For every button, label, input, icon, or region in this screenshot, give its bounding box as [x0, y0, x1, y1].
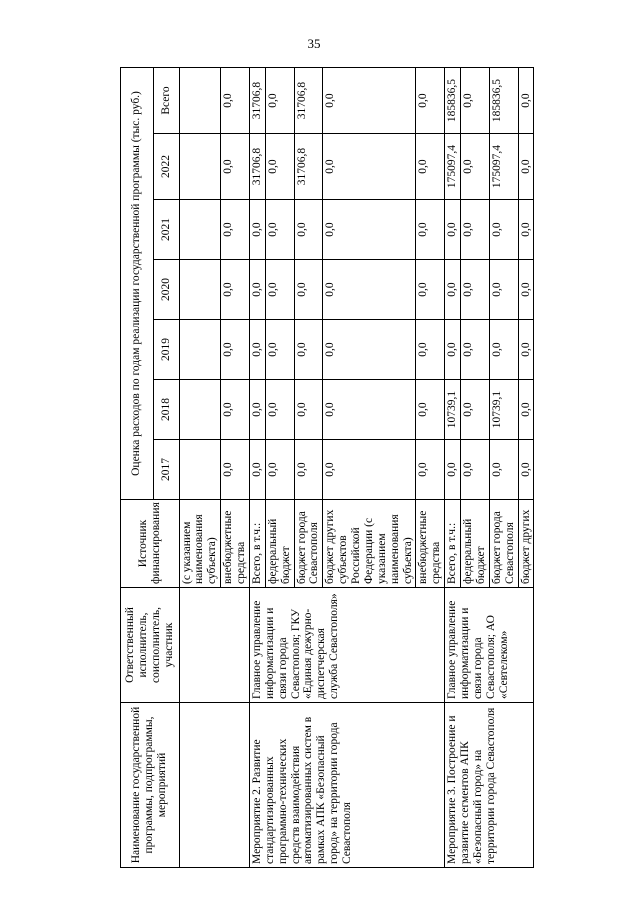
cell-total: 185836,5 [445, 68, 461, 134]
cell-year-value: 0,0 [445, 440, 461, 500]
responsible-executor: Главное управление информатизации и связи города Севастополя; ГКУ «Единая дежурно-диспетчерская служба Севастополя» [249, 588, 444, 703]
table-row [249, 68, 265, 868]
cell-year-value: 10739,1 [489, 380, 518, 440]
cell-year-value: 0,0 [461, 380, 490, 440]
cell-year-value: 0,0 [249, 380, 265, 440]
table-row [445, 68, 461, 868]
cell-year-value: 0,0 [461, 260, 490, 320]
cell-year-value [179, 320, 221, 380]
cell-year-value: 0,0 [323, 134, 416, 200]
cell-year-value [179, 380, 221, 440]
cell-year-value: 0,0 [461, 440, 490, 500]
cell-year-value: 0,0 [249, 200, 265, 260]
cell-total: 0,0 [461, 68, 490, 134]
funding-source: Всего, в т.ч.: [445, 500, 461, 588]
responsible-executor [179, 588, 249, 703]
table-row [179, 68, 221, 868]
funding-source: бюджет других субъектов Российской Федерации (с указанием наименования субъекта) [323, 500, 416, 588]
cell-year-value: 0,0 [518, 134, 534, 200]
cell-total: 0,0 [265, 68, 294, 134]
cell-year-value: 0,0 [221, 380, 250, 440]
cell-year-value: 0,0 [249, 440, 265, 500]
cell-year-value: 0,0 [323, 200, 416, 260]
cell-total: 31706,8 [249, 68, 265, 134]
cell-year-value: 0,0 [265, 320, 294, 380]
cell-total [179, 68, 221, 134]
cell-year-value: 0,0 [294, 320, 323, 380]
cell-total: 185836,5 [489, 68, 518, 134]
header-year: 2022 [153, 134, 179, 200]
cell-year-value: 0,0 [294, 260, 323, 320]
funding-source: (с указанием наименования субъекта) [179, 500, 221, 588]
header-source: Источник финансирования [121, 500, 180, 588]
page-number: 35 [307, 36, 321, 51]
header-year: 2017 [153, 440, 179, 500]
cell-year-value: 0,0 [221, 134, 250, 200]
cell-year-value: 10739,1 [445, 380, 461, 440]
budget-table [120, 67, 534, 868]
funding-source: федеральный бюджет [461, 500, 490, 588]
cell-year-value: 0,0 [265, 134, 294, 200]
funding-source: внебюджетные средства [416, 500, 445, 588]
cell-year-value: 0,0 [221, 200, 250, 260]
cell-year-value: 0,0 [221, 440, 250, 500]
cell-year-value: 0,0 [518, 260, 534, 320]
header-year: 2019 [153, 320, 179, 380]
funding-source: бюджет города Севастополя [489, 500, 518, 588]
cell-year-value: 0,0 [416, 380, 445, 440]
cell-year-value: 0,0 [294, 440, 323, 500]
cell-year-value: 0,0 [265, 440, 294, 500]
header-year: 2018 [153, 380, 179, 440]
cell-total: 0,0 [416, 68, 445, 134]
cell-year-value [179, 200, 221, 260]
header-total: Всего [153, 68, 179, 134]
cell-year-value: 0,0 [249, 260, 265, 320]
cell-year-value: 0,0 [416, 200, 445, 260]
cell-year-value: 0,0 [294, 200, 323, 260]
cell-year-value: 175097,4 [445, 134, 461, 200]
rotated-table-container [120, 68, 620, 868]
cell-year-value: 0,0 [518, 200, 534, 260]
cell-year-value: 0,0 [489, 320, 518, 380]
funding-source: бюджет города Севастополя [294, 500, 323, 588]
cell-year-value: 0,0 [518, 380, 534, 440]
cell-year-value: 0,0 [445, 320, 461, 380]
cell-year-value: 0,0 [294, 380, 323, 440]
responsible-executor: Главное управление информатизации и связи города Севастополя; АО «Севтелеком» [445, 588, 534, 703]
cell-year-value: 0,0 [518, 320, 534, 380]
funding-source: федеральный бюджет [265, 500, 294, 588]
header-year: 2020 [153, 260, 179, 320]
cell-year-value: 0,0 [416, 320, 445, 380]
cell-year-value: 0,0 [461, 200, 490, 260]
cell-year-value: 0,0 [445, 260, 461, 320]
table-header [121, 68, 180, 868]
cell-year-value: 0,0 [416, 260, 445, 320]
cell-year-value: 0,0 [323, 260, 416, 320]
cell-year-value: 31706,8 [249, 134, 265, 200]
cell-total: 0,0 [323, 68, 416, 134]
cell-year-value: 0,0 [416, 440, 445, 500]
cell-year-value: 0,0 [323, 440, 416, 500]
cell-year-value: 0,0 [221, 260, 250, 320]
measure-name: Мероприятие 2. Развитие стандартизированных программно-технических средств взаимодействия автоматизированных систем в рамках АПК «Безопасный город» на территории города Севастополя [249, 703, 444, 868]
header-executor: Ответственный исполнитель, соисполнитель, участник [121, 588, 180, 703]
table-body [179, 68, 534, 868]
cell-year-value: 0,0 [489, 260, 518, 320]
cell-year-value: 0,0 [416, 134, 445, 200]
measure-name: Мероприятие 3. Построение и развитие сегментов АПК «Безопасный город» на территории города Севастополя [445, 703, 534, 868]
header-estimate: Оценка расходов по годам реализации государственной программы (тыс. руб.) [121, 68, 154, 500]
cell-year-value [179, 260, 221, 320]
cell-total: 0,0 [221, 68, 250, 134]
cell-year-value: 0,0 [323, 380, 416, 440]
cell-year-value: 175097,4 [489, 134, 518, 200]
header-year: 2021 [153, 200, 179, 260]
cell-year-value [179, 134, 221, 200]
cell-year-value: 0,0 [221, 320, 250, 380]
funding-source: Всего, в т.ч.: [249, 500, 265, 588]
cell-year-value: 0,0 [518, 440, 534, 500]
cell-year-value: 0,0 [265, 200, 294, 260]
funding-source: внебюджетные средства [221, 500, 250, 588]
cell-year-value: 0,0 [445, 200, 461, 260]
cell-total: 31706,8 [294, 68, 323, 134]
measure-name [179, 703, 249, 868]
header-name: Наименование государственной программы, подпрограммы, мероприятий [121, 703, 180, 868]
cell-total: 0,0 [518, 68, 534, 134]
cell-year-value: 0,0 [249, 320, 265, 380]
cell-year-value: 0,0 [489, 440, 518, 500]
funding-source: бюджет других [518, 500, 534, 588]
cell-year-value [179, 440, 221, 500]
cell-year-value: 0,0 [265, 380, 294, 440]
cell-year-value: 0,0 [265, 260, 294, 320]
cell-year-value: 0,0 [461, 320, 490, 380]
cell-year-value: 0,0 [323, 320, 416, 380]
cell-year-value: 0,0 [489, 200, 518, 260]
cell-year-value: 0,0 [461, 134, 490, 200]
cell-year-value: 31706,8 [294, 134, 323, 200]
